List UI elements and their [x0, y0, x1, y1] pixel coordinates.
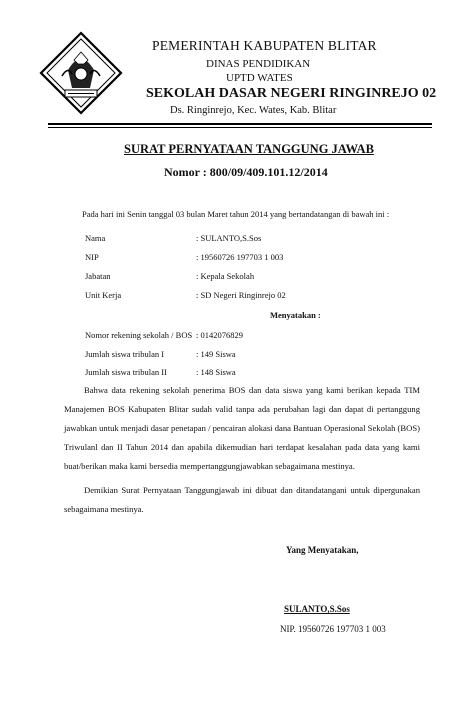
school-address: Ds. Ringinrejo, Kec. Wates, Kab. Blitar: [170, 105, 337, 116]
letterhead-rule-thin: [48, 127, 432, 128]
declares-heading: Menyatakan :: [270, 310, 321, 320]
detail-label-account: Nomor rekening sekolah / BOS: [85, 330, 193, 340]
signatory-name: SULANTO,S.Sos: [284, 604, 350, 614]
intro-text: Pada hari ini Senin tanggal 03 bulan Maret tahun 2014 yang bertandatangan di bawah ini :: [82, 209, 390, 219]
letterhead-rule-thick: [48, 123, 432, 125]
unit-name: UPTD WATES: [226, 72, 293, 84]
regency-emblem-icon: [38, 30, 124, 116]
identity-value-position: : Kepala Sekolah: [196, 271, 255, 281]
signature-title: Yang Menyatakan,: [286, 545, 359, 555]
detail-value-account: : 0142076829: [196, 330, 243, 340]
identity-label-nip: NIP: [85, 252, 99, 262]
identity-label-name: Nama: [85, 233, 106, 243]
identity-label-position: Jabatan: [85, 271, 111, 281]
identity-value-unit: : SD Negeri Ringinrejo 02: [196, 290, 286, 300]
document-title: SURAT PERNYATAAN TANGGUNG JAWAB: [124, 142, 374, 156]
closing-paragraph: Demikian Surat Pernyataan Tanggungjawab ini dibuat dan ditandatangani untuk dipergunakan sebagaimana mestinya.: [64, 485, 420, 514]
school-name: SEKOLAH DASAR NEGERI RINGINREJO 02: [146, 86, 437, 101]
detail-value-students-q2: : 148 Siswa: [196, 367, 236, 377]
statement-paragraph: Bahwa data rekening sekolah penerima BOS dan data siswa yang kami berikan kepada TIM Manajemen BOS Kabupaten Blitar sudah valid tanpa ada perubahan lagi dan dapat di pertanggung jawabkan untuk menjadi dasar penetapan / pencairan alokasi dana Bantuan Operasional Sekolah (BOS) Triwulanl dan II Tahun 2014 dan apabila dikemudian hari terdapat kesalahan pada data yang kami buat/berikan maka kami bersedia mempertanggungjawabkan sebagaimana mestinya.: [64, 385, 420, 471]
detail-label-students-q1: Jumlah siswa tribulan I: [85, 349, 165, 359]
detail-value-students-q1: : 149 Siswa: [196, 349, 236, 359]
detail-label-students-q2: Jumlah siswa tribulan II: [85, 367, 167, 377]
document-number: Nomor : 800/09/409.101.12/2014: [164, 165, 328, 179]
identity-value-nip: : 19560726 197703 1 003: [196, 252, 284, 262]
identity-label-unit: Unit Kerja: [85, 290, 122, 300]
identity-value-name: : SULANTO,S.Sos: [196, 233, 262, 243]
signatory-nip: NIP. 19560726 197703 1 003: [280, 624, 386, 634]
government-name: PEMERINTAH KABUPATEN BLITAR: [152, 38, 377, 53]
department-name: DINAS PENDIDIKAN: [206, 58, 311, 70]
